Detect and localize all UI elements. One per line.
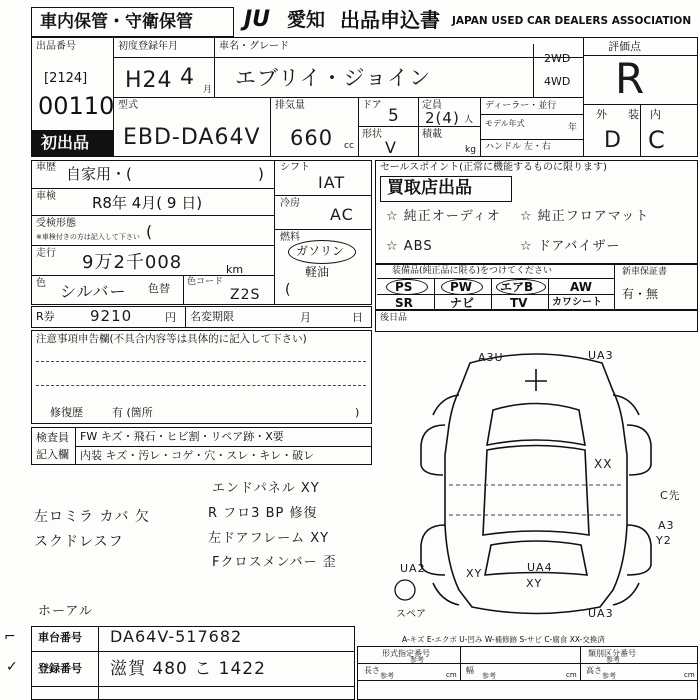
color-change-label: 色替 [148, 282, 170, 295]
diagram-label-9: UA4 [527, 561, 553, 574]
mileage-label: 走行 [36, 248, 56, 259]
reception-label: 受検形態 [36, 218, 76, 229]
lot-sub-number: [2124] [44, 71, 88, 86]
height-unit: cm [684, 671, 695, 679]
height-label: 高さ [586, 666, 602, 675]
repair-close: ) [355, 406, 360, 419]
registration-month: 4 [180, 65, 195, 90]
shape-label: 形状 [362, 129, 382, 140]
selling-point-1: ☆ 純正オーディオ [386, 209, 501, 224]
diagram-label-4: C先 [660, 489, 681, 502]
inspector-note-5: 左ドアフレーム XY [208, 531, 330, 546]
equip-kawa-seat: カワシート [552, 297, 602, 308]
inspection-label: 車検 [36, 191, 56, 202]
storage-label: 車内保管・守衛保管 [40, 12, 193, 32]
doors-label: ドア [362, 100, 382, 111]
usage-value: 自家用・( [66, 165, 132, 183]
diagram-label-6: Y2 [656, 534, 672, 547]
equip-pw: PW [450, 280, 473, 294]
mileage-value: 9万2千008 [82, 252, 183, 273]
expiry-label: 名変期限 [190, 310, 234, 323]
exterior-value: D [604, 128, 622, 153]
first-listing-badge: 初出品 [31, 130, 113, 157]
exterior-label: 外 [596, 108, 607, 121]
shape-value: V [385, 138, 397, 157]
registration-year: H24 [125, 68, 173, 93]
model-year-unit: 年 [568, 123, 578, 133]
load-unit: kg [465, 145, 476, 155]
chassis-value: DA64V-517682 [110, 627, 243, 646]
warranty-label: 新車保証書 [622, 267, 668, 277]
equip-navi: ナビ [450, 296, 475, 310]
diagram-label-10: XY [526, 577, 543, 590]
displacement-value: 660 [290, 126, 334, 150]
recycle-value: 9210 [90, 307, 133, 325]
equip-pw-circle [441, 279, 483, 295]
expiry-day: 日 [352, 311, 363, 324]
equip-ps-circle [386, 279, 428, 295]
recycle-label: R券 [36, 310, 55, 323]
length-ref: 参考 [380, 672, 394, 680]
check-mark-2: ✓ [6, 659, 18, 675]
selling-label: セールスポイント(正常に機能するものに限ります) [380, 162, 607, 173]
drive-2wd: 2WD [544, 52, 571, 65]
interior-value: C [648, 126, 666, 154]
width-ref: 参考 [482, 672, 496, 680]
class-number-label: 類別区分番号 [588, 649, 636, 658]
spare-tire-icon [395, 580, 415, 600]
inspector-label-1: 検査員 [36, 431, 69, 444]
capacity-value: 2(4) [425, 109, 460, 127]
color-code-value: Z2S [230, 287, 261, 303]
chassis-label: 車台番号 [38, 631, 82, 644]
recycle-unit: 円 [165, 311, 176, 324]
displacement-unit: cc [344, 141, 354, 151]
type-value: EBD-DA64V [123, 125, 261, 150]
usage-close: ) [258, 165, 264, 183]
dealer-label: ディーラー・並行 [485, 101, 557, 111]
inspector-note-6: Fクロスメンバー 歪 [212, 555, 337, 570]
width-label: 幅 [466, 666, 474, 675]
ju-logo: JU [244, 7, 271, 32]
diagram-label-1: A3U [478, 351, 504, 364]
model-year-label: モデル年式 [485, 119, 525, 128]
equip-sr: SR [395, 296, 413, 310]
registration-label: 初度登録年月 [118, 41, 178, 52]
doors-value: 5 [388, 106, 400, 126]
load-label: 積載 [422, 129, 442, 140]
plate-value: 滋賀 480 こ 1422 [110, 659, 266, 679]
warranty-value: 有・無 [622, 287, 659, 301]
color-value: シルバー [60, 282, 127, 301]
logo-aichi: 愛知 [287, 9, 326, 31]
width-unit: cm [566, 671, 577, 679]
fuel-light: 軽油 [305, 265, 330, 279]
selling-point-4: ☆ ドアバイザー [520, 239, 621, 254]
model-label: 車名・グレード [219, 41, 289, 52]
check-mark-1: ⌐ [4, 629, 16, 645]
registration-month-unit: 月 [203, 85, 213, 95]
equip-tv: TV [510, 296, 528, 310]
after-items-frame [375, 310, 698, 332]
capacity-unit: 人 [464, 115, 474, 125]
capacity-label: 定員 [422, 100, 442, 111]
height-ref: 参考 [602, 672, 616, 680]
inspector-note-3: R フロ3 BP 修復 [208, 506, 318, 521]
lot-number-label: 出品番号 [36, 41, 76, 52]
selling-point-2: ☆ 純正フロアマット [520, 209, 650, 224]
equip-ps: PS [395, 280, 413, 294]
equip-airbag-circle [496, 279, 546, 295]
diagram-label-8: XY [466, 567, 483, 580]
grade-value: R [615, 54, 646, 103]
equipment-label: 装備品(純正品に限る)をつけてください [392, 266, 553, 276]
fuel-paren: ( [285, 282, 291, 298]
plate-label: 登録番号 [38, 662, 82, 675]
shift-label: シフト [280, 162, 310, 173]
model-name: エブリイ・ジョイン [235, 66, 432, 90]
interior-label: 装 [628, 108, 639, 121]
diagram-label-7: UA2 [400, 562, 426, 575]
lot-number: 00110 [38, 92, 115, 120]
inspector-note-2: 左ロミラ カバ 欠 [34, 509, 150, 525]
fuel-label: 燃料 [280, 232, 300, 243]
length-label: 長さ [364, 666, 380, 675]
usage-label: 車歴 [36, 162, 56, 173]
repair-value: 有 (箇所 [112, 406, 153, 419]
spec-number-label: 形式指定番号 [382, 649, 430, 658]
reception-note: ※車検付きの方は記入して下さい [36, 233, 140, 241]
spare-label: スペア [396, 609, 426, 620]
form-title: 出品申込書 [340, 8, 440, 32]
handle-label: ハンドル 左・右 [485, 142, 551, 152]
length-unit: cm [446, 671, 457, 679]
ac-value: AC [330, 205, 354, 224]
inspector-row-1: FW キズ・飛石・ヒビ割・リペア跡・X要 [80, 430, 284, 443]
inspector-note-7: ホーアル [38, 604, 93, 619]
grade-label: 評価点 [608, 40, 641, 53]
spec-ref: 参考 [410, 656, 424, 664]
ac-label: 冷房 [280, 198, 300, 209]
inspector-row-2: 内装 キズ・汚レ・コゲ・穴・スレ・キレ・破レ [80, 449, 315, 462]
drive-4wd: 4WD [544, 75, 571, 88]
fuel-gasoline: ガソリン [296, 244, 345, 258]
association-name: JAPAN USED CAR DEALERS ASSOCIATION [452, 15, 692, 27]
color-code-label: 色コード [187, 277, 224, 287]
color-label: 色 [36, 278, 46, 289]
inspector-note-1: エンドパネル XY [212, 481, 320, 496]
expiry-month: 月 [300, 311, 311, 324]
diagram-label-2: UA3 [588, 349, 614, 362]
car-outline [421, 351, 651, 614]
inspector-label-2: 記入欄 [36, 448, 69, 461]
repair-label: 修復歴 [50, 406, 83, 419]
selling-stamp-box: 買取店出品 [380, 176, 512, 202]
inspection-value: R8年 4月( 9 日) [92, 194, 203, 212]
equip-airbag: エアB [500, 280, 534, 294]
notes-label: 注意事項申告欄(不具合内容等は具体的に記入して下さい) [36, 333, 307, 345]
inspector-note-4: スクドレスフ [34, 534, 124, 550]
damage-legend: A-キズ E-エクボ U-凹み W-補修跡 S-サビ C-腐食 XX-交換済 [402, 635, 605, 644]
type-label: 型式 [118, 100, 138, 111]
diagram-label-11: UA3 [588, 607, 614, 620]
displacement-label: 排気量 [275, 100, 305, 111]
equip-aw: AW [570, 280, 592, 294]
selling-point-3: ☆ ABS [386, 239, 433, 254]
storage-label-box [31, 7, 234, 37]
class-ref: 参考 [606, 656, 620, 664]
shift-value: IAT [318, 173, 346, 192]
mileage-unit: km [226, 263, 244, 276]
diagram-label-5: A3 [658, 519, 675, 532]
interior-sub-label: 内 [650, 108, 661, 121]
after-items-label: 後日品 [380, 313, 408, 323]
diagram-label-3: XX [594, 457, 613, 471]
reception-paren: ( [146, 222, 153, 241]
